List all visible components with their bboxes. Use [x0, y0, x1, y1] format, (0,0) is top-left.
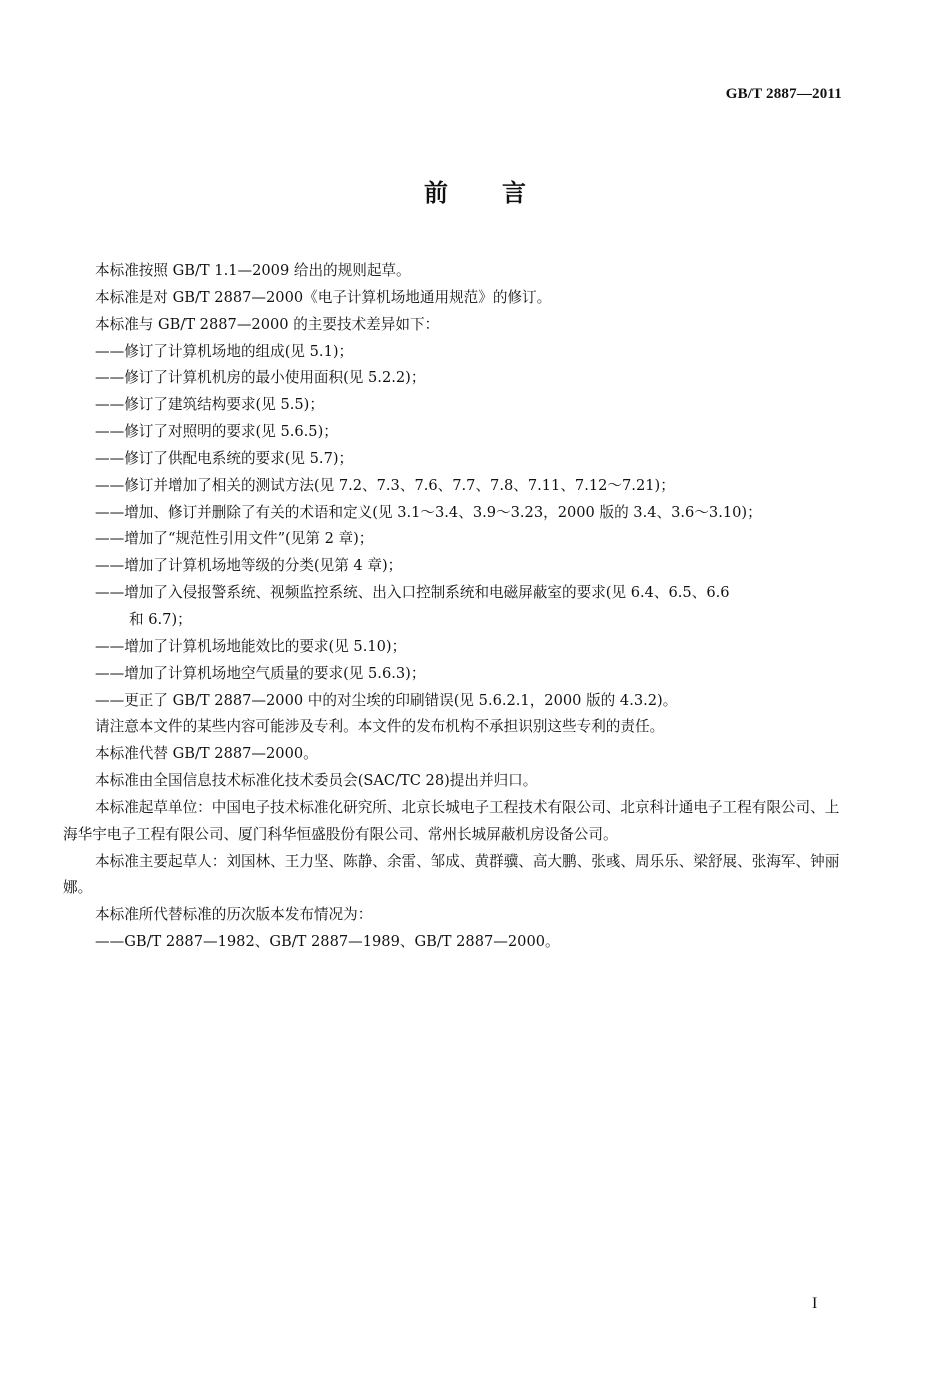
- document-number: GB/T 2887—2011: [725, 86, 842, 102]
- list-item: ——修订了计算机场地的组成(见 5.1)；: [95, 342, 354, 360]
- list-item: ——更正了 GB/T 2887—2000 中的对尘埃的印刷错误(见 5.6.2.1，2000 版的 4.3.2)。: [95, 691, 678, 709]
- paragraph: 本标准与 GB/T 2887—2000 的主要技术差异如下：: [95, 315, 440, 333]
- list-item: ——增加了计算机场地等级的分类(见第 4 章)；: [95, 557, 403, 575]
- foreword-body: [63, 258, 853, 956]
- paragraph: 本标准按照 GB/T 1.1—2009 给出的规则起草。: [95, 262, 411, 279]
- drafting-units: 本标准起草单位：中国电子技术标准化研究所、北京长城电子工程技术有限公司、北京科计通电子工程有限公司、上海华宇电子工程有限公司、厦门科华恒盛股份有限公司、常州长城屏蔽机房设备公司。: [63, 798, 840, 843]
- list-item: ——GB/T 2887—1982、GB/T 2887—1989、GB/T 2887—2000。: [95, 933, 560, 951]
- list-item: ——增加了入侵报警系统、视频监控系统、出入口控制系统和电磁屏蔽室的要求(见 6.4、6.5、6.6: [95, 584, 730, 602]
- list-item: ——增加、修订并删除了有关的术语和定义(见 3.1～3.4、3.9～3.23，2000 版的 3.4、3.6～3.10)；: [95, 503, 762, 521]
- list-item: ——增加了计算机场地能效比的要求(见 5.10)；: [95, 637, 407, 655]
- page-title: 前言: [424, 178, 580, 207]
- drafters: 本标准主要起草人：刘国林、王力坚、陈静、余雷、邹成、黄群骥、高大鹏、张彧、周乐乐、梁舒展、张海军、钟丽娜。: [63, 852, 840, 897]
- list-item: ——修订并增加了相关的测试方法(见 7.2、7.3、7.6、7.7、7.8、7.11、7.12～7.21)；: [95, 476, 675, 494]
- list-item: ——修订了对照明的要求(见 5.6.5)；: [95, 423, 338, 441]
- list-item: ——增加了“规范性引用文件”(见第 2 章)；: [95, 530, 374, 548]
- list-item-continuation: 和 6.7)；: [129, 610, 192, 628]
- paragraph: 本标准所代替标准的历次版本发布情况为：: [95, 906, 373, 924]
- paragraph: 本标准由全国信息技术标准化技术委员会(SAC/TC 28)提出并归口。: [95, 772, 538, 790]
- paragraph: 本标准是对 GB/T 2887—2000《电子计算机场地通用规范》的修订。: [95, 288, 552, 306]
- page-number: I: [812, 1295, 818, 1312]
- list-item: ——修订了供配电系统的要求(见 5.7)；: [95, 449, 354, 467]
- list-item: ——增加了计算机场地空气质量的要求(见 5.6.3)；: [95, 664, 426, 682]
- patent-notice: 请注意本文件的某些内容可能涉及专利。本文件的发布机构不承担识别这些专利的责任。: [95, 718, 665, 736]
- paragraph: 本标准代替 GB/T 2887—2000。: [95, 745, 318, 763]
- list-item: ——修订了计算机机房的最小使用面积(见 5.2.2)；: [95, 369, 426, 387]
- list-item: ——修订了建筑结构要求(见 5.5)；: [95, 396, 324, 414]
